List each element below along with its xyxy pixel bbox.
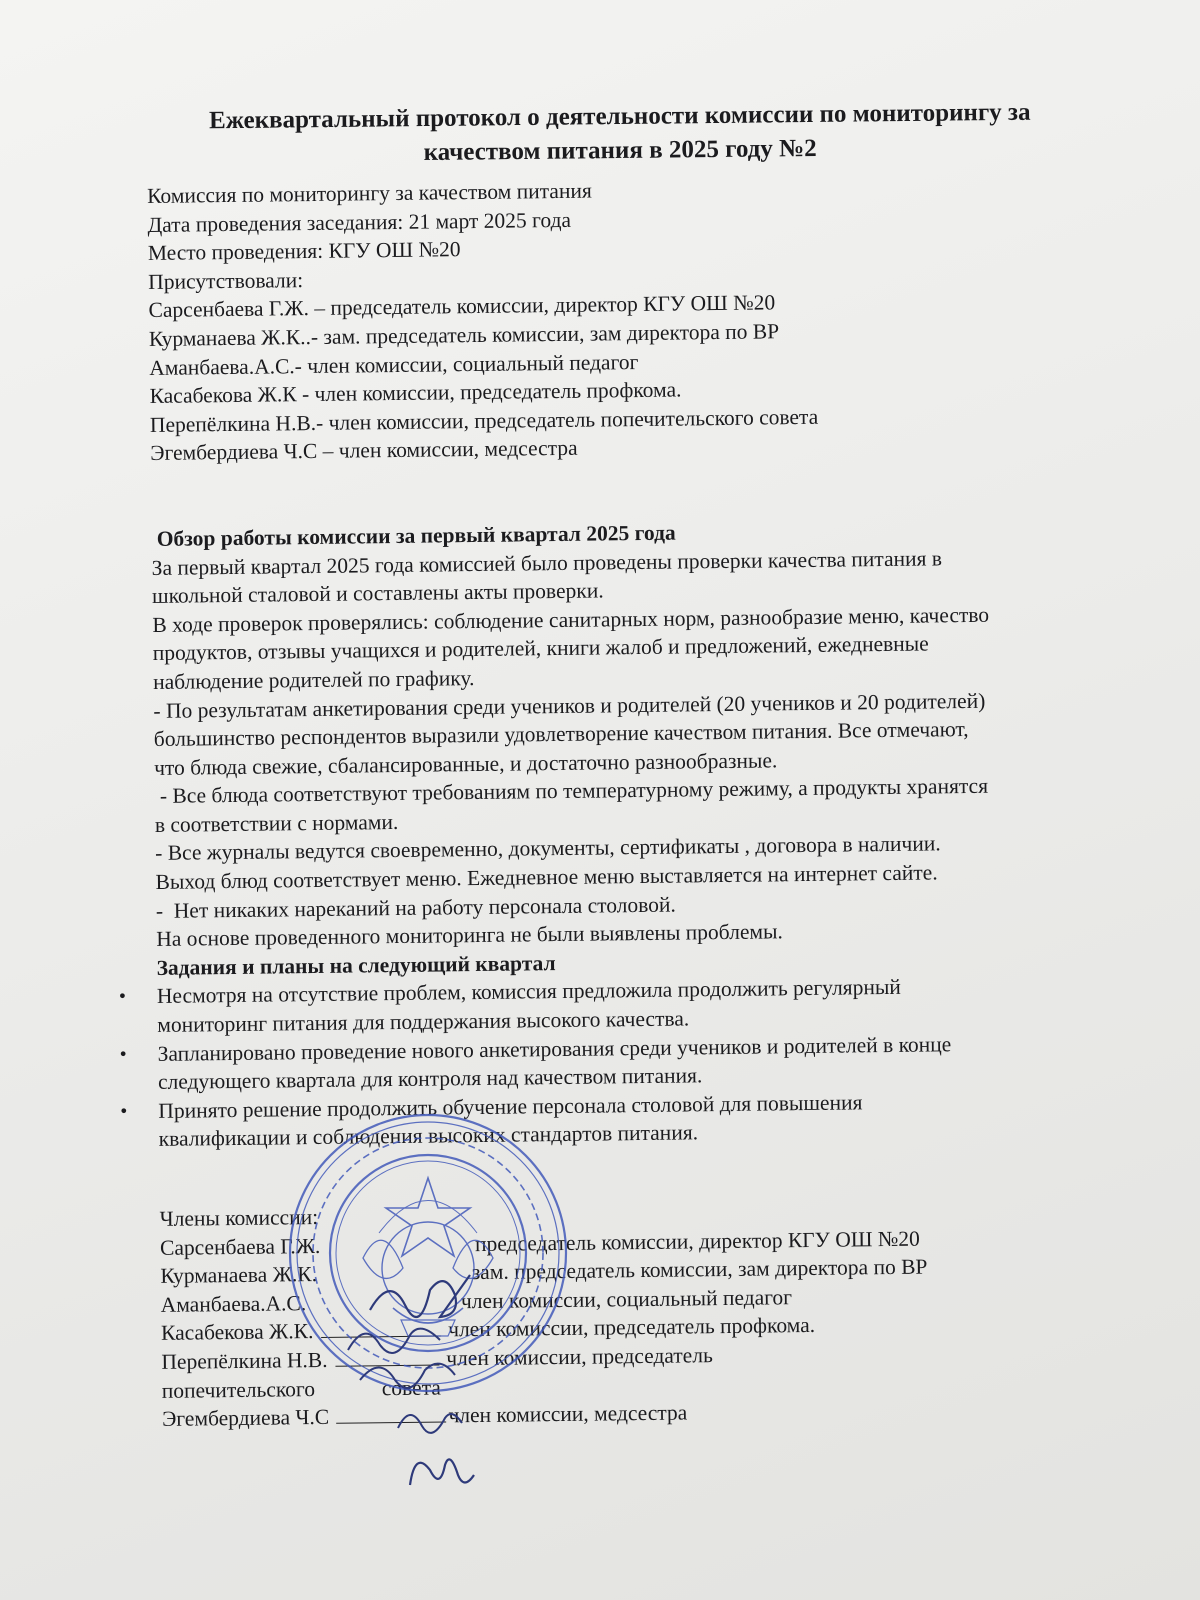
plan-item-line: • Запланировано проведение нового анкетирования среди учеников и родителей в конце: [157, 1031, 952, 1066]
plan-item-line: • Принято решение продолжить обучение персонала столовой для повышения: [158, 1090, 863, 1123]
signer-role-wrap-right: совета: [381, 1375, 441, 1400]
document-body: [147, 170, 1172, 1434]
present-label: Присутствовали:: [148, 267, 304, 294]
signature-line: [321, 1318, 441, 1338]
signer-role: член комиссии, председатель: [446, 1343, 713, 1371]
signature-line: [328, 1233, 468, 1253]
plan-item-line: • Несмотря на отсутствие проблем, комиссия предложила продолжить регулярный: [156, 975, 901, 1009]
review-line: - Нет никаких нареканий на работу персонала столовой.: [155, 892, 676, 923]
signer-role: председатель комиссии, директор КГУ ОШ №20: [474, 1226, 920, 1256]
plans-list: [157, 970, 1169, 1154]
review-line: За первый квартал 2025 года комиссией было проведены проверки качества питания в: [151, 545, 943, 580]
signature-line: [324, 1261, 464, 1281]
plans-heading: Задания и планы на следующий квартал: [156, 950, 556, 980]
review-line: наблюдение родителей по графику.: [152, 665, 475, 694]
review-line: школьной сталовой и составлены акты проверки.: [151, 578, 604, 609]
signature-list: [160, 1221, 1172, 1433]
attendee-item: Сарсенбаева Г.Ж. – председатель комиссии, директор КГУ ОШ №20: [148, 290, 776, 323]
review-line: В ходе проверок проверялись: соблюдение санитарных норм, разнообразие меню, качество: [152, 602, 990, 637]
review-line: - Все блюда соответствуют требованиям по температурному режиму, а продукты хранятся: [154, 774, 989, 809]
commission-name: Комиссия по мониторингу за качеством питания: [147, 178, 592, 208]
attendee-item: Эгембердиева Ч.С – член комиссии, медсестра: [150, 436, 578, 466]
signer-role-wrap: попечительского: [161, 1376, 316, 1403]
signer-name: Перепёлкина Н.В.: [161, 1347, 328, 1374]
review-line: - По результатам анкетирования среди учеников и родителей (20 учеников и 20 родителей): [153, 688, 986, 723]
meeting-place: Место проведения: КГУ ОШ №20: [147, 237, 461, 266]
signer-role: зам. председатель комиссии, зам директора по ВР: [471, 1254, 928, 1285]
attendee-item: Касабекова Ж.К - член комиссии, председатель профкома.: [149, 377, 682, 409]
attendee-item: Перепёлкина Н.В.- член комиссии, председатель попечительского совета: [149, 404, 819, 437]
signer-role: член комиссии, медсестра: [448, 1400, 688, 1428]
protocol-title: [120, 95, 1121, 173]
signer-name: Касабекова Ж.К.: [160, 1319, 314, 1346]
signer-name: Сарсенбаева Г.Ж.: [159, 1233, 321, 1260]
review-heading: Обзор работы комиссии за первый квартал 2025 года: [151, 520, 676, 551]
review-line: - Все журналы ведутся своевременно, документы, сертификаты , договора в наличии.: [155, 831, 941, 866]
review-line: большинство респондентов выразили удовлетворение качеством питания. Все отмечают,: [153, 717, 969, 752]
signature-line: [335, 1346, 439, 1366]
review-line: в соответствии с нормами.: [154, 809, 399, 837]
plan-item-line: мониторинг питания для поддержания высокого качества.: [157, 1006, 690, 1037]
attendee-item: Аманбаева.А.С.- член комиссии, социальный педагог: [149, 349, 639, 380]
review-text: [152, 541, 1167, 954]
attendee-item: Курманаева Ж.К..- зам. председатель комиссии, зам директора по ВР: [148, 319, 780, 351]
signatures-heading: Члены комиссии:: [159, 1204, 319, 1231]
title-line-1: Ежеквартальный протокол о деятельности комиссии по мониторингу за: [208, 98, 1031, 135]
signer-name: Аманбаева.А.С.: [160, 1290, 307, 1317]
signer-role: член комиссии, социальный педагог: [460, 1284, 793, 1314]
review-line: продуктов, отзывы учащихся и родителей, книги жалоб и предложений, ежедневные: [152, 631, 929, 666]
title-line-2: качеством питания в 2025 году №2: [423, 134, 817, 167]
review-line: На основе проведенного мониторинга не были выявлены проблемы.: [156, 919, 783, 952]
signature-scribble-5: [400, 1445, 480, 1500]
review-line: Выход блюд соответствует меню. Ежедневное меню выставляется на интернет сайте.: [155, 860, 938, 895]
plan-item-line: квалификации и соблюдения высоких стандартов питания.: [158, 1120, 699, 1152]
signer-name: Эгембердиева Ч.С: [161, 1405, 330, 1432]
signer-name: Курманаева Ж.К.: [160, 1262, 318, 1289]
signature-line: [313, 1290, 453, 1310]
plan-item-line: следующего квартала для контроля над качеством питания.: [157, 1063, 703, 1095]
meeting-date: Дата проведения заседания: 21 март 2025 года: [147, 207, 572, 237]
attendee-list: [148, 284, 1160, 468]
signer-role: член комиссии, председатель профкома.: [448, 1313, 816, 1342]
review-line: что блюда свежие, сбалансированные, и достаточно разнообразные.: [154, 748, 778, 780]
signature-line: [336, 1404, 446, 1424]
